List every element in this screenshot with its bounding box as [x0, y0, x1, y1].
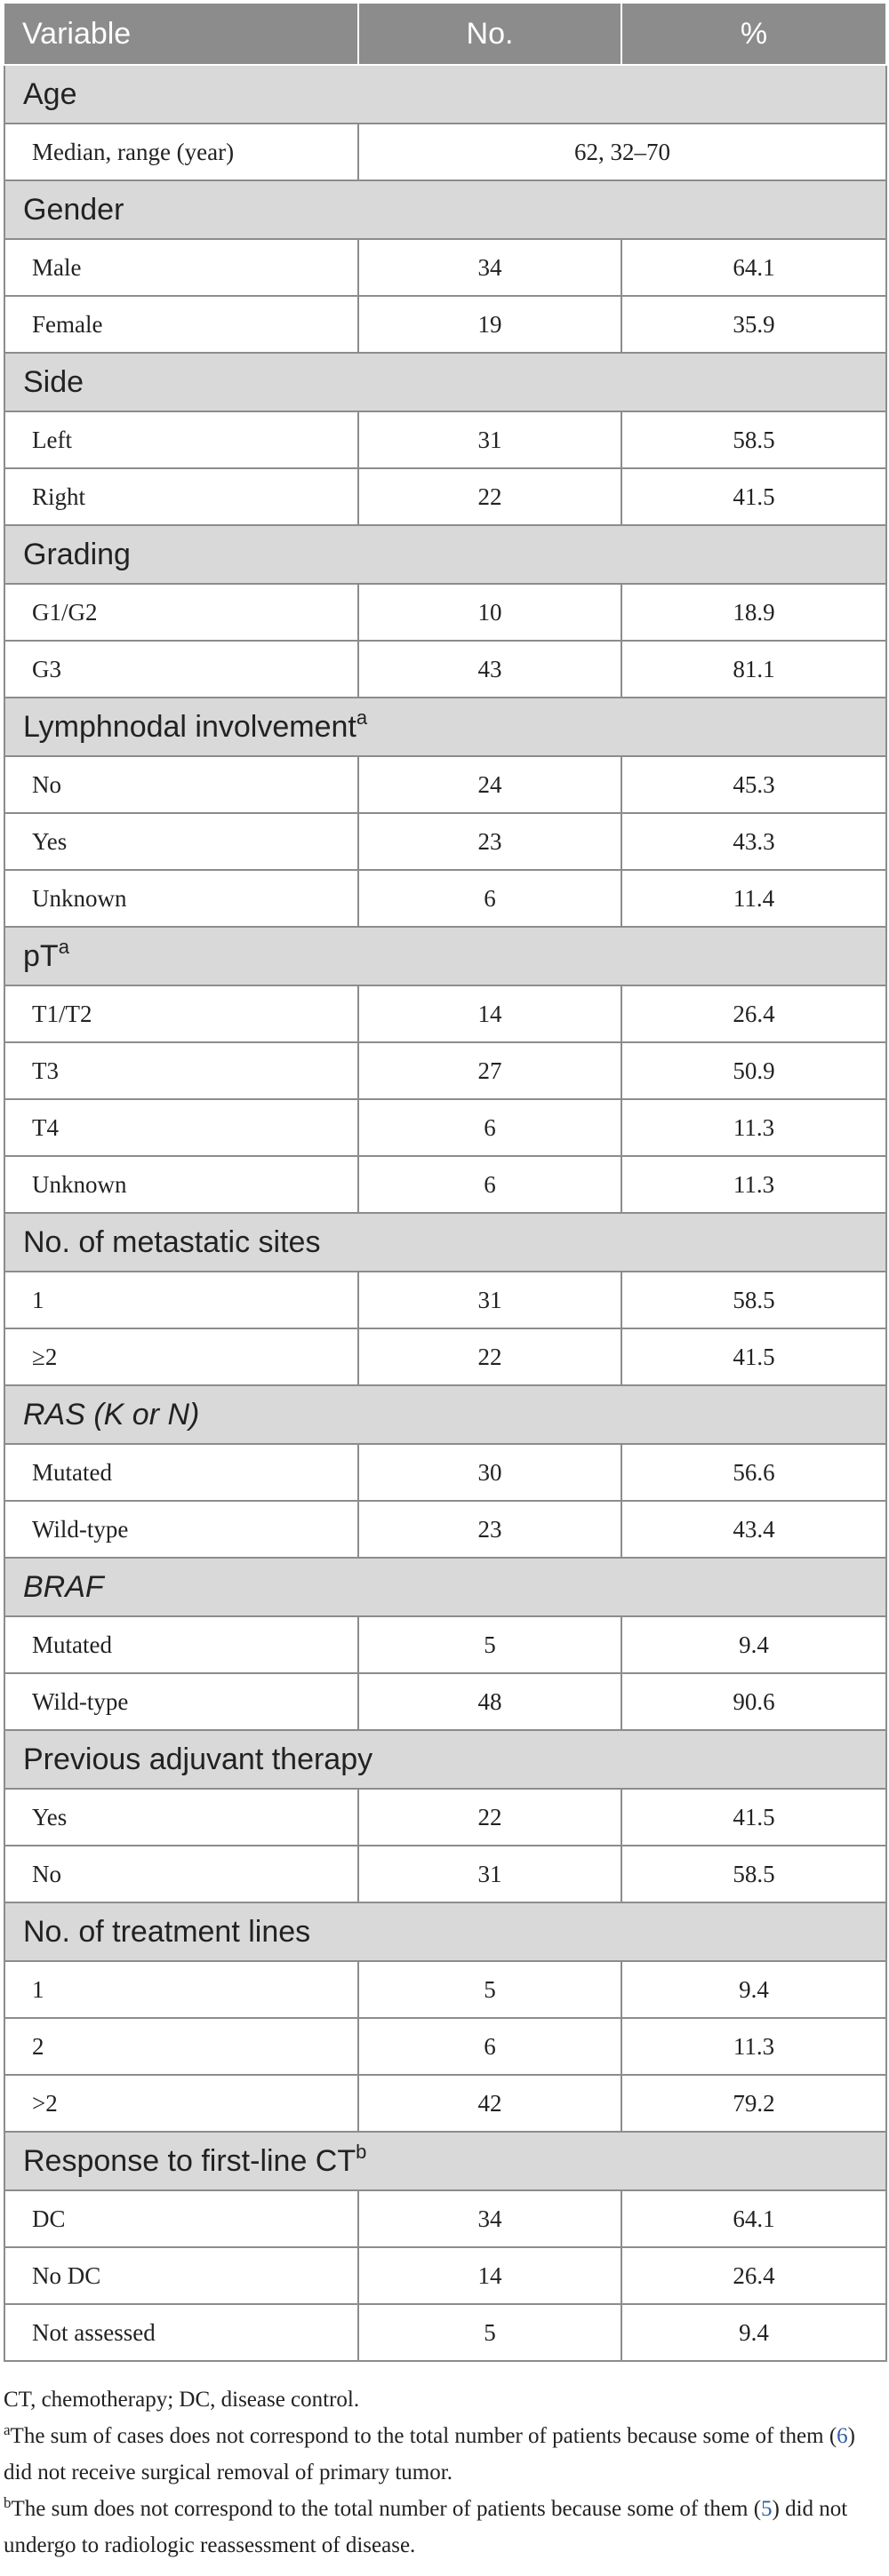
- table-row: [4, 813, 886, 870]
- table-row: [4, 1789, 886, 1846]
- section-heading: [4, 1213, 886, 1272]
- table-row: [4, 1156, 886, 1213]
- section-row-response-to-first-line-ct: [4, 2132, 886, 2190]
- table-row: [4, 124, 886, 180]
- row-count: 6: [358, 1156, 621, 1213]
- row-label: Female: [4, 296, 358, 353]
- table-row: [4, 1673, 886, 1730]
- footnote-a-reference-link[interactable]: 6: [837, 2424, 848, 2448]
- row-percent: 11.4: [621, 870, 886, 927]
- section-heading: [4, 1385, 886, 1444]
- row-count: 23: [358, 1501, 621, 1558]
- row-label: G1/G2: [4, 584, 358, 641]
- row-label: 1: [4, 1961, 358, 2018]
- table-row: [4, 411, 886, 468]
- footnote-a-text-1: The sum of cases does not correspond to the total number of patients because some of them (: [10, 2424, 837, 2448]
- row-percent: 41.5: [621, 1328, 886, 1385]
- row-count: 43: [358, 641, 621, 698]
- footnote-a: [4, 2418, 885, 2491]
- section-row-pt: [4, 927, 886, 985]
- table-footnotes: [4, 2381, 885, 2564]
- row-percent: 81.1: [621, 641, 886, 698]
- table-body: [4, 65, 886, 2361]
- section-row-previous-adjuvant-therapy: [4, 1730, 886, 1789]
- row-count: 23: [358, 813, 621, 870]
- table-row: [4, 1444, 886, 1501]
- section-row-braf: [4, 1558, 886, 1616]
- section-heading: [4, 180, 886, 239]
- table-row: [4, 756, 886, 813]
- section-heading: [4, 698, 886, 756]
- row-count: 31: [358, 411, 621, 468]
- table-row: [4, 239, 886, 296]
- table-row: [4, 1042, 886, 1099]
- section-row-gender: [4, 180, 886, 239]
- row-percent: 45.3: [621, 756, 886, 813]
- row-count: 6: [358, 870, 621, 927]
- row-label: T1/T2: [4, 985, 358, 1042]
- section-heading: [4, 65, 886, 124]
- footnote-b: [4, 2491, 885, 2564]
- row-count: 14: [358, 985, 621, 1042]
- table-row: [4, 870, 886, 927]
- row-count: 5: [358, 2304, 621, 2361]
- row-count: 6: [358, 2018, 621, 2075]
- section-title: Age: [23, 76, 77, 111]
- row-label: T3: [4, 1042, 358, 1099]
- row-percent: 18.9: [621, 584, 886, 641]
- row-percent: 9.4: [621, 1616, 886, 1673]
- header-number: No.: [358, 4, 621, 65]
- row-percent: 43.4: [621, 1501, 886, 1558]
- row-count: 48: [358, 1673, 621, 1730]
- section-heading: [4, 1558, 886, 1616]
- row-percent: 58.5: [621, 1272, 886, 1328]
- row-count: 14: [358, 2247, 621, 2304]
- footnote-abbreviations: CT, chemotherapy; DC, disease control.: [4, 2388, 360, 2412]
- table-row: [4, 584, 886, 641]
- table-row: [4, 2304, 886, 2361]
- section-heading: [4, 927, 886, 985]
- row-percent: 11.3: [621, 1099, 886, 1156]
- section-title: BRAF: [23, 1569, 104, 1604]
- section-title: Response to first-line CT: [23, 2143, 356, 2178]
- row-percent: 64.1: [621, 2190, 886, 2247]
- row-count: 31: [358, 1272, 621, 1328]
- row-percent: 11.3: [621, 1156, 886, 1213]
- row-percent: 58.5: [621, 411, 886, 468]
- row-count: 27: [358, 1042, 621, 1099]
- row-percent: 26.4: [621, 2247, 886, 2304]
- section-row-grading: [4, 525, 886, 584]
- table-header-row: [4, 4, 886, 65]
- row-label: Median, range (year): [4, 124, 358, 180]
- row-label: ≥2: [4, 1328, 358, 1385]
- footnote-b-text-1: The sum does not correspond to the total number of patients because some of them (: [11, 2497, 762, 2521]
- row-label: Wild-type: [4, 1501, 358, 1558]
- footnote-b-reference-link[interactable]: 5: [761, 2497, 773, 2521]
- row-count: 10: [358, 584, 621, 641]
- row-percent: 41.5: [621, 468, 886, 525]
- row-label: G3: [4, 641, 358, 698]
- section-row-age: [4, 65, 886, 124]
- table-row: [4, 468, 886, 525]
- row-label: Not assessed: [4, 2304, 358, 2361]
- row-label: Mutated: [4, 1444, 358, 1501]
- table-row: [4, 1272, 886, 1328]
- row-label: >2: [4, 2075, 358, 2132]
- row-count: 22: [358, 1328, 621, 1385]
- section-heading: [4, 2132, 886, 2190]
- row-percent: 11.3: [621, 2018, 886, 2075]
- row-percent: 43.3: [621, 813, 886, 870]
- section-heading: [4, 353, 886, 411]
- row-percent: 50.9: [621, 1042, 886, 1099]
- table-row: [4, 1501, 886, 1558]
- row-percent: 41.5: [621, 1789, 886, 1846]
- table-row: [4, 1961, 886, 2018]
- row-count: 24: [358, 756, 621, 813]
- row-label: No: [4, 756, 358, 813]
- row-count: 22: [358, 1789, 621, 1846]
- row-label: Right: [4, 468, 358, 525]
- header-variable: Variable: [4, 4, 358, 65]
- section-title: Lymphnodal involvement: [23, 709, 356, 744]
- row-label: 1: [4, 1272, 358, 1328]
- table-row: [4, 296, 886, 353]
- row-count: 5: [358, 1616, 621, 1673]
- row-percent: 35.9: [621, 296, 886, 353]
- footnote-a-text-2: ) did not receive surgical removal of primary tumor.: [4, 2424, 855, 2484]
- row-label: No DC: [4, 2247, 358, 2304]
- row-label: Male: [4, 239, 358, 296]
- table-row: [4, 2190, 886, 2247]
- row-label: T4: [4, 1099, 358, 1156]
- row-label: Wild-type: [4, 1673, 358, 1730]
- row-percent: 58.5: [621, 1846, 886, 1902]
- section-row-no-of-treatment-lines: [4, 1902, 886, 1961]
- patient-characteristics-table: [4, 4, 887, 2362]
- table-row: [4, 1616, 886, 1673]
- table-row: [4, 1328, 886, 1385]
- row-count: 19: [358, 296, 621, 353]
- footnote-b-text-2: ) did not undergo to radiologic reassessment of disease.: [4, 2497, 848, 2557]
- section-title: Side: [23, 364, 84, 399]
- row-label: No: [4, 1846, 358, 1902]
- row-label: Unknown: [4, 870, 358, 927]
- footnote-marker: a: [356, 706, 368, 729]
- row-count: 34: [358, 239, 621, 296]
- row-percent: 90.6: [621, 1673, 886, 1730]
- section-row-ras-k-or-n: [4, 1385, 886, 1444]
- footnote-marker: a: [58, 935, 69, 958]
- row-percent: 26.4: [621, 985, 886, 1042]
- table-row: [4, 1099, 886, 1156]
- section-title: No. of metastatic sites: [23, 1224, 321, 1259]
- row-count: 5: [358, 1961, 621, 2018]
- row-percent: 56.6: [621, 1444, 886, 1501]
- table-row: [4, 1846, 886, 1902]
- row-label: DC: [4, 2190, 358, 2247]
- section-title: Previous adjuvant therapy: [23, 1742, 373, 1776]
- row-label: Yes: [4, 1789, 358, 1846]
- section-title: RAS (K or N): [23, 1397, 200, 1432]
- row-label: Yes: [4, 813, 358, 870]
- section-row-lymphnodal-involvement: [4, 698, 886, 756]
- row-label: Unknown: [4, 1156, 358, 1213]
- row-percent: 64.1: [621, 239, 886, 296]
- row-label: Mutated: [4, 1616, 358, 1673]
- section-title: pT: [23, 938, 59, 973]
- footnote-marker: b: [356, 2140, 367, 2163]
- row-count: 34: [358, 2190, 621, 2247]
- table-row: [4, 2018, 886, 2075]
- section-title: Gender: [23, 192, 124, 227]
- row-count: 42: [358, 2075, 621, 2132]
- section-heading: [4, 1730, 886, 1789]
- section-heading: [4, 1902, 886, 1961]
- row-percent: 79.2: [621, 2075, 886, 2132]
- section-row-side: [4, 353, 886, 411]
- header-percent: %: [621, 4, 886, 65]
- row-count: 6: [358, 1099, 621, 1156]
- footnote-a-marker: a: [4, 2421, 11, 2438]
- row-percent: 9.4: [621, 1961, 886, 2018]
- row-label: Left: [4, 411, 358, 468]
- section-heading: [4, 525, 886, 584]
- table-row: [4, 2247, 886, 2304]
- table-row: [4, 641, 886, 698]
- table-row: [4, 2075, 886, 2132]
- footnote-b-marker: b: [4, 2494, 12, 2511]
- section-title: No. of treatment lines: [23, 1914, 311, 1949]
- row-count: 31: [358, 1846, 621, 1902]
- row-label: 2: [4, 2018, 358, 2075]
- row-count: 30: [358, 1444, 621, 1501]
- row-count: 22: [358, 468, 621, 525]
- section-title: Grading: [23, 537, 131, 571]
- row-percent: 9.4: [621, 2304, 886, 2361]
- section-row-no-of-metastatic-sites: [4, 1213, 886, 1272]
- table-row: [4, 985, 886, 1042]
- row-merged-value: 62, 32–70: [358, 124, 886, 180]
